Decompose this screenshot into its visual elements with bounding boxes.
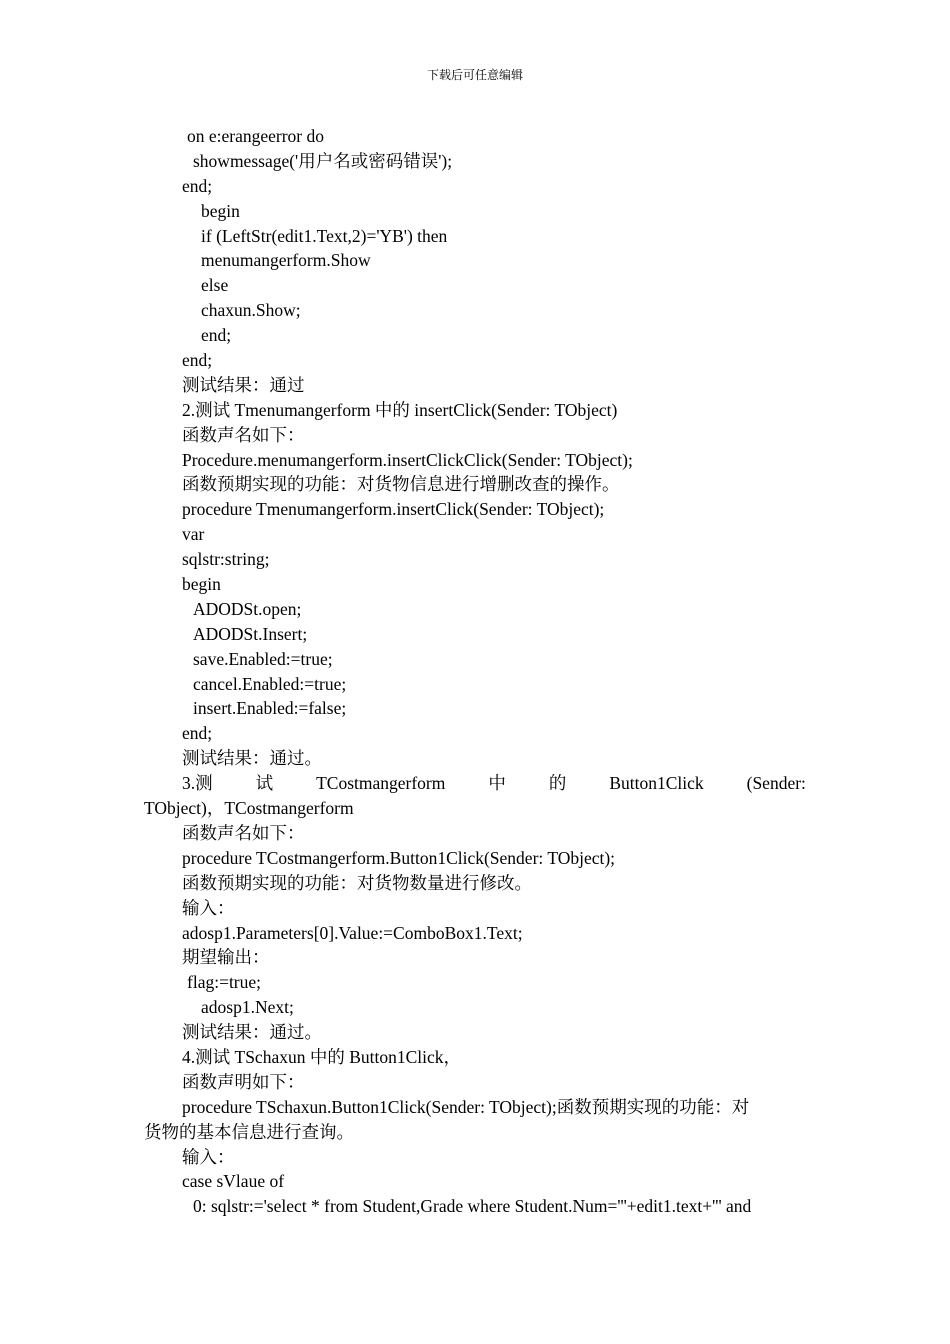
code-line: on e:erangeerror do bbox=[187, 126, 325, 146]
test-result-line: 测试结果：通过 bbox=[182, 374, 305, 395]
code-line: begin bbox=[182, 574, 221, 595]
section-heading-justified bbox=[144, 771, 806, 796]
justified-word: Button1Click bbox=[609, 773, 704, 794]
code-line: flag:=true; bbox=[187, 972, 262, 993]
code-line: ADODSt.Insert; bbox=[193, 623, 308, 644]
code-line: insert.Enabled:=false; bbox=[193, 698, 347, 719]
document-body bbox=[144, 124, 806, 1219]
code-line: adosp1.Next; bbox=[201, 997, 294, 1018]
justified-word: TCostmangerform bbox=[316, 773, 446, 794]
text-line: 函数预期实现的功能：对货物信息进行增删改查的操作。 bbox=[182, 474, 620, 495]
justified-word: 3.测 bbox=[182, 773, 213, 794]
code-line: end; bbox=[201, 325, 232, 346]
paragraph-continuation: 货物的基本信息进行查询。 bbox=[144, 1121, 354, 1142]
code-line: menumangerform.Show bbox=[201, 250, 371, 271]
justified-word: 的 bbox=[548, 773, 567, 794]
code-line: case sVlaue of bbox=[182, 1171, 285, 1192]
justified-word: 试 bbox=[255, 773, 274, 794]
code-line: Procedure.menumangerform.insertClickClick(Sender: TObject); bbox=[182, 449, 633, 470]
code-line: ADODSt.open; bbox=[193, 598, 302, 619]
code-line: else bbox=[201, 275, 229, 296]
text-line: 函数声名如下： bbox=[182, 424, 305, 445]
code-line: save.Enabled:=true; bbox=[193, 648, 333, 669]
code-line: begin bbox=[201, 200, 240, 221]
section-heading: 4.测试 TSchaxun 中的 Button1Click， bbox=[182, 1046, 462, 1067]
code-line: 0: sqlstr:='select * from Student,Grade where Student.Num='''+edit1.text+''' and bbox=[193, 1196, 752, 1217]
test-result-line: 测试结果：通过。 bbox=[182, 1022, 322, 1043]
page-header: 下载后可任意编辑 bbox=[426, 68, 523, 82]
text-line: 输入： bbox=[182, 897, 235, 918]
code-line: end; bbox=[182, 175, 213, 196]
text-line: 函数声明如下： bbox=[182, 1071, 305, 1092]
code-line: adosp1.Parameters[0].Value:=ComboBox1.Text; bbox=[182, 922, 523, 943]
code-line: procedure Tmenumangerform.insertClick(Sender: TObject); bbox=[182, 499, 605, 520]
justified-word: 中 bbox=[488, 773, 506, 794]
code-line: end; bbox=[182, 350, 213, 371]
code-line: cancel.Enabled:=true; bbox=[193, 673, 347, 694]
justified-word: (Sender: bbox=[746, 773, 806, 794]
code-line: var bbox=[182, 524, 205, 545]
code-line: if (LeftStr(edit1.Text,2)='YB') then bbox=[201, 225, 448, 246]
code-line: sqlstr:string; bbox=[182, 549, 270, 570]
code-line: showmessage('用户名或密码错误'); bbox=[193, 150, 453, 171]
text-line: 函数预期实现的功能：对货物数量进行修改。 bbox=[182, 872, 532, 893]
code-line: procedure TCostmangerform.Button1Click(Sender: TObject); bbox=[182, 847, 616, 868]
wrapped-paragraph: procedure TSchaxun.Button1Click(Sender: TObject);函数预期实现的功能：对 bbox=[182, 1096, 750, 1117]
heading-continuation: TObject)，TCostmangerform bbox=[144, 798, 354, 819]
section-heading: 2.测试 Tmenumangerform 中的 insertClick(Sender: TObject) bbox=[182, 399, 618, 420]
text-line: 函数声名如下： bbox=[182, 822, 305, 843]
text-line: 输入： bbox=[182, 1146, 235, 1167]
code-line: chaxun.Show; bbox=[201, 300, 301, 321]
code-line: end; bbox=[182, 723, 213, 744]
text-line: 期望输出： bbox=[182, 947, 270, 968]
test-result-line: 测试结果：通过。 bbox=[182, 748, 322, 769]
